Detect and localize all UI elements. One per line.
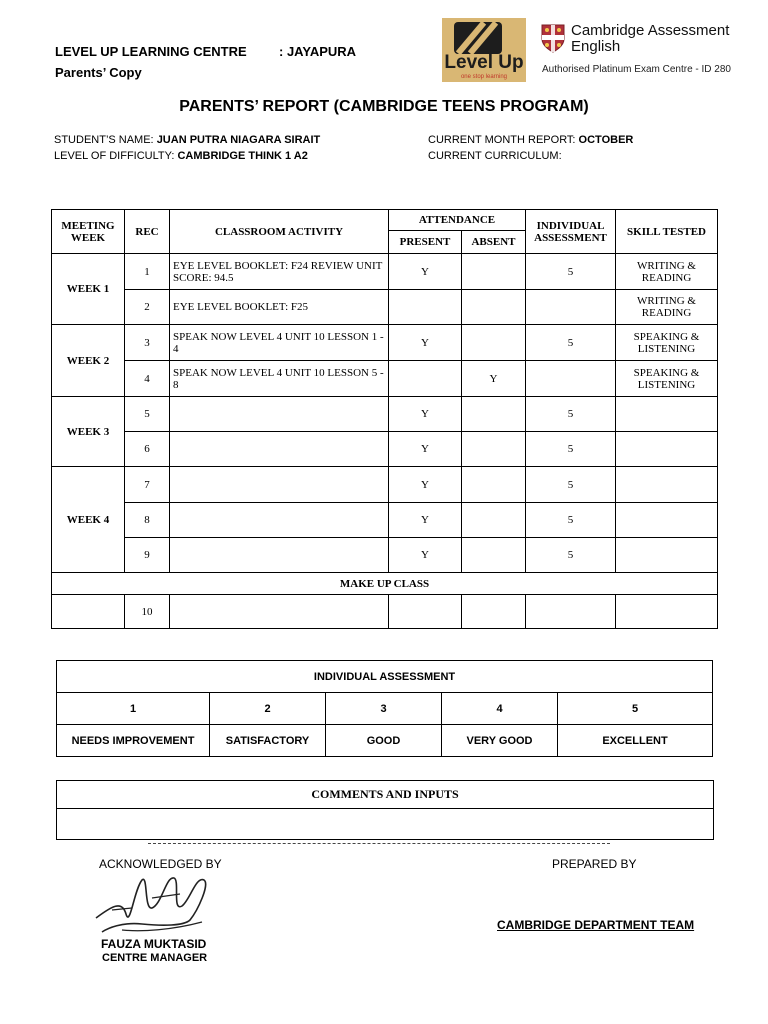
week-cell: WEEK 1 — [52, 254, 125, 325]
skill-cell: SPEAKING & LISTENING — [616, 325, 718, 361]
rec-cell: 1 — [125, 254, 170, 290]
absent-cell — [462, 325, 526, 361]
student-name-label: STUDENT’S NAME: — [54, 134, 157, 146]
report-title: PARENTS’ REPORT (CAMBRIDGE TEENS PROGRAM) — [179, 98, 589, 115]
month-line — [428, 134, 633, 146]
rec-cell: 4 — [125, 361, 170, 397]
header-individual: INDIVIDUAL ASSESSMENT — [526, 210, 616, 254]
present-cell — [389, 290, 462, 325]
prepared-team: CAMBRIDGE DEPARTMENT TEAM — [497, 918, 695, 932]
assessment-cell: 5 — [526, 503, 616, 538]
rec-cell: 6 — [125, 432, 170, 467]
header-activity: CLASSROOM ACTIVITY — [170, 210, 389, 254]
table-row — [52, 538, 718, 573]
skill-cell: WRITING & READING — [616, 290, 718, 325]
skill-cell — [616, 503, 718, 538]
activity-cell: SPEAK NOW LEVEL 4 UNIT 10 LESSON 1 - 4 — [170, 325, 389, 361]
scale-label: NEEDS IMPROVEMENT — [57, 725, 210, 757]
rec-cell: 10 — [125, 595, 170, 629]
level-label: LEVEL OF DIFFICULTY: — [54, 150, 178, 162]
comments-title: COMMENTS AND INPUTS — [57, 781, 714, 809]
table-row — [52, 325, 718, 361]
signer-title: CENTRE MANAGER — [102, 952, 208, 964]
present-cell: Y — [389, 467, 462, 503]
absent-cell — [462, 290, 526, 325]
present-cell: Y — [389, 397, 462, 432]
skill-cell: SPEAKING & LISTENING — [616, 361, 718, 397]
comments-table — [56, 780, 714, 840]
activity-cell: EYE LEVEL BOOKLET: F24 REVIEW UNIT SCORE: 94.5 — [170, 254, 389, 290]
report-table — [51, 209, 718, 629]
level-up-tagline: one stop learning — [460, 74, 508, 80]
divider — [148, 843, 610, 844]
rec-cell: 3 — [125, 325, 170, 361]
centre-name: LEVEL UP LEARNING CENTRE — [55, 44, 247, 59]
scale-number: 4 — [442, 693, 558, 725]
assessment-cell: 5 — [526, 325, 616, 361]
rec-cell: 7 — [125, 467, 170, 503]
absent-cell — [462, 254, 526, 290]
level-up-mark-icon — [454, 22, 502, 54]
cambridge-authorisation: Authorised Platinum Exam Centre - ID 280 — [542, 64, 731, 75]
centre-location: : JAYAPURA — [279, 44, 357, 59]
present-cell: Y — [389, 432, 462, 467]
cambridge-shield-crest — [541, 24, 565, 53]
table-row — [52, 361, 718, 397]
present-cell — [389, 361, 462, 397]
header-present: PRESENT — [389, 231, 462, 254]
rec-cell: 9 — [125, 538, 170, 573]
activity-cell — [170, 538, 389, 573]
absent-cell — [462, 595, 526, 629]
student-name-line — [54, 134, 320, 146]
activity-cell — [170, 397, 389, 432]
present-cell — [389, 595, 462, 629]
activity-cell — [170, 503, 389, 538]
assessment-cell: 5 — [526, 254, 616, 290]
level-up-logo — [442, 18, 526, 82]
month-value: OCTOBER — [578, 134, 634, 146]
scale-number: 1 — [57, 693, 210, 725]
table-row — [52, 467, 718, 503]
week-cell: WEEK 4 — [52, 467, 125, 573]
assessment-cell: 5 — [526, 432, 616, 467]
skill-cell — [616, 397, 718, 432]
comments-body — [57, 809, 714, 840]
header-rec: REC — [125, 210, 170, 254]
skill-cell — [616, 595, 718, 629]
level-line — [54, 150, 308, 162]
prepared-by-label: PREPARED BY — [552, 857, 637, 871]
assessment-cell — [526, 361, 616, 397]
month-label: CURRENT MONTH REPORT: — [428, 134, 579, 146]
activity-cell: EYE LEVEL BOOKLET: F25 — [170, 290, 389, 325]
scale-number: 3 — [326, 693, 442, 725]
assessment-cell — [526, 595, 616, 629]
present-cell: Y — [389, 254, 462, 290]
makeup-class-label: MAKE UP CLASS — [52, 573, 718, 595]
scale-label: VERY GOOD — [442, 725, 558, 757]
activity-cell — [170, 595, 389, 629]
table-row — [52, 595, 718, 629]
absent-cell: Y — [462, 361, 526, 397]
absent-cell — [462, 467, 526, 503]
scale-title: INDIVIDUAL ASSESSMENT — [57, 661, 713, 693]
cambridge-name-line1: Cambridge Assessment — [571, 22, 730, 39]
signer-name: FAUZA MUKTASID — [101, 937, 207, 951]
student-name-value: JUAN PUTRA NIAGARA SIRAIT — [156, 134, 321, 146]
scale-label: EXCELLENT — [558, 725, 713, 757]
rec-cell: 2 — [125, 290, 170, 325]
level-value: CAMBRIDGE THINK 1 A2 — [177, 150, 308, 162]
assessment-cell — [526, 290, 616, 325]
cambridge-name-line2: English — [571, 38, 621, 55]
table-row — [52, 432, 718, 467]
activity-cell — [170, 432, 389, 467]
rec-cell: 5 — [125, 397, 170, 432]
scale-label: SATISFACTORY — [210, 725, 326, 757]
table-row — [52, 254, 718, 290]
scale-number: 5 — [558, 693, 713, 725]
activity-cell: SPEAK NOW LEVEL 4 UNIT 10 LESSON 5 - 8 — [170, 361, 389, 397]
week-cell: WEEK 3 — [52, 397, 125, 467]
header-attendance: ATTENDANCE — [389, 210, 526, 231]
week-cell — [52, 595, 125, 629]
table-row — [52, 503, 718, 538]
absent-cell — [462, 538, 526, 573]
present-cell: Y — [389, 503, 462, 538]
header-skill: SKILL TESTED — [616, 210, 718, 254]
present-cell: Y — [389, 538, 462, 573]
acknowledged-by-label: ACKNOWLEDGED BY — [99, 857, 222, 871]
header-meeting-week: MEETING WEEK — [52, 210, 125, 254]
copy-label: Parents’ Copy — [55, 65, 142, 80]
present-cell: Y — [389, 325, 462, 361]
skill-cell: WRITING & READING — [616, 254, 718, 290]
scale-label: GOOD — [326, 725, 442, 757]
rec-cell: 8 — [125, 503, 170, 538]
week-cell: WEEK 2 — [52, 325, 125, 397]
assessment-scale-table — [56, 660, 713, 757]
skill-cell — [616, 538, 718, 573]
assessment-cell: 5 — [526, 467, 616, 503]
table-row — [52, 397, 718, 432]
curriculum-label: CURRENT CURRICULUM: — [428, 150, 562, 162]
absent-cell — [462, 397, 526, 432]
assessment-cell: 5 — [526, 538, 616, 573]
curriculum-line — [428, 150, 562, 162]
table-row — [52, 290, 718, 325]
skill-cell — [616, 432, 718, 467]
absent-cell — [462, 432, 526, 467]
assessment-cell: 5 — [526, 397, 616, 432]
activity-cell — [170, 467, 389, 503]
level-up-wordmark: Level Up — [444, 52, 524, 73]
scale-number: 2 — [210, 693, 326, 725]
absent-cell — [462, 503, 526, 538]
skill-cell — [616, 467, 718, 503]
header-absent: ABSENT — [462, 231, 526, 254]
